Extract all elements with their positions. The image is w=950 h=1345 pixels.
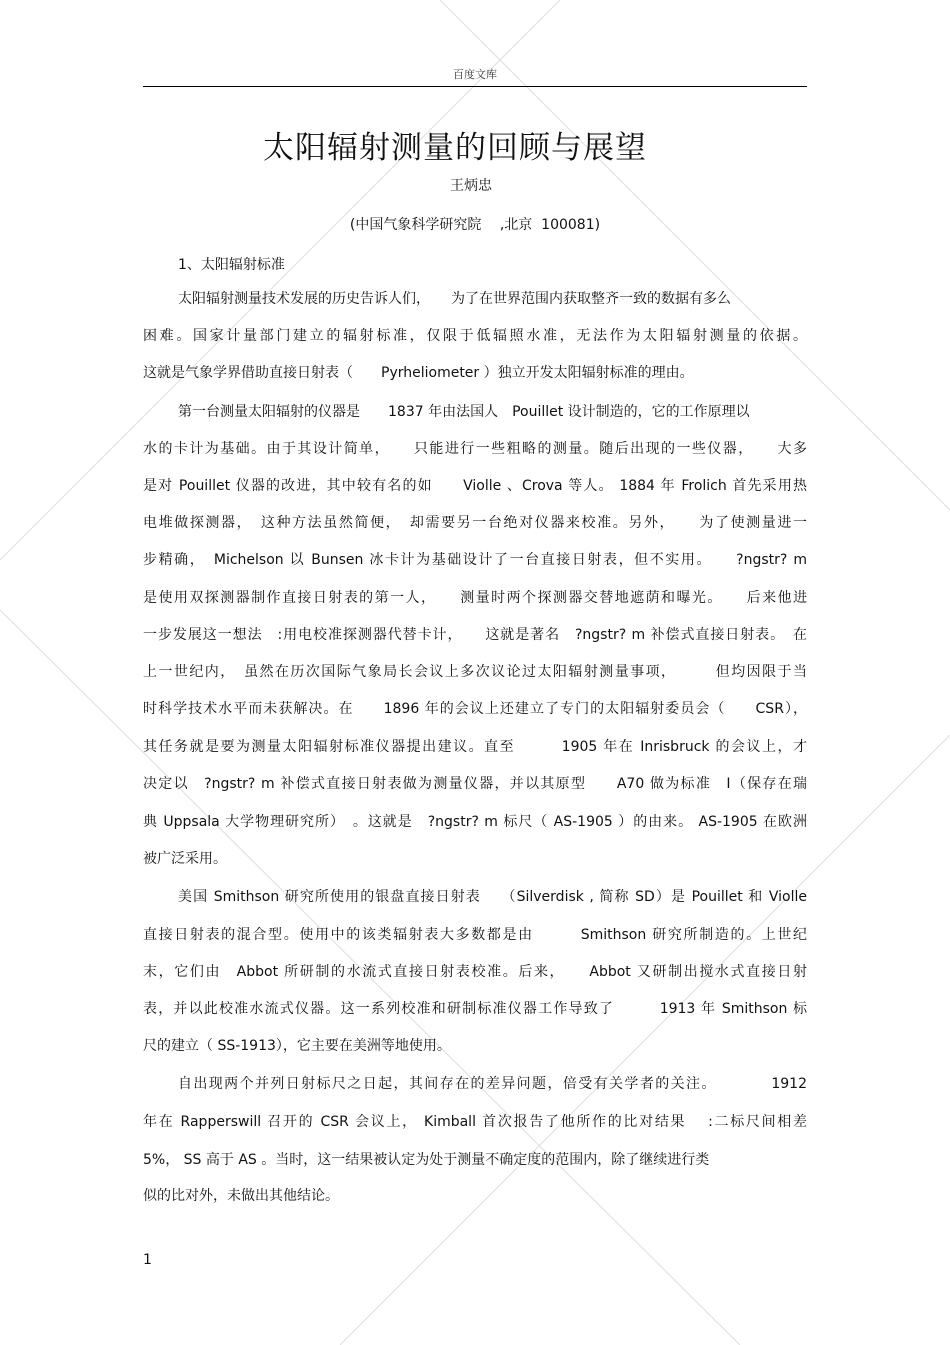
body-line: 步精确， Michelson 以 Bunsen 冰卡计为基础设计了一台直接日射表，但不实用。 ?ngstr? m xyxy=(143,552,807,568)
document-title: 太阳辐射测量的回顾与展望 xyxy=(263,130,647,166)
body-line: 表，并以此校准水流式仪器。这一系列校准和研制标准仪器工作导致了 1913 年 Smithson 标 xyxy=(143,1001,807,1017)
header-divider xyxy=(143,86,807,87)
body-line: 自出现两个并列日射标尺之日起，其间存在的差异问题，倍受有关学者的关注。 1912 xyxy=(178,1076,807,1092)
body-line: 典 Uppsala 大学物理研究所） 。这就是 ?ngstr? m 标尺（ AS-1905 ）的由来。 AS-1905 在欧洲 xyxy=(143,814,807,830)
body-line: 太阳辐射测量技术发展的历史告诉人们， 为了在世界范围内获取整齐一致的数据有多么 xyxy=(178,291,731,307)
document-affiliation: (中国气象科学研究院 ,北京 100081) xyxy=(349,217,601,233)
body-line: 水的卡计为基础。由于其设计简单， 只能进行一些粗略的测量。随后出现的一些仪器， 大多 xyxy=(143,441,807,457)
document-author: 王炳忠 xyxy=(450,178,492,194)
body-line: 5%， SS 高于 AS 。当时，这一结果被认定为处于测量不确定度的范围内，除了继续进行类 xyxy=(143,1152,710,1168)
page-number: 1 xyxy=(143,1252,152,1268)
body-line: 困难。国家计量部门建立的辐射标准，仅限于低辐照水准，无法作为太阳辐射测量的依据。 xyxy=(143,328,807,344)
body-line: 这就是气象学界借助直接日射表（ Pyrheliometer ）独立开发太阳辐射标准的理由。 xyxy=(143,365,694,381)
body-line: 其任务就是要为测量太阳辐射标准仪器提出建议。直至 1905 年在 Inrisbruck 的会议上，才 xyxy=(143,739,807,755)
body-line: 尺的建立（ SS-1913），它主要在美洲等地使用。 xyxy=(143,1038,451,1054)
body-line: 直接日射表的混合型。使用中的该类辐射表大多数都是由 Smithson 研究所制造的。上世纪 xyxy=(143,927,807,943)
body-line: 年在 Rapperswill 召开的 CSR 会议上， Kimball 首次报告了他所作的比对结果 :二标尺间相差 xyxy=(143,1114,807,1130)
body-line: 末，它们由 Abbot 所研制的水流式直接日射表校准。后来， Abbot 又研制出搅水式直接日射 xyxy=(143,964,807,980)
body-line: 上一世纪内， 虽然在历次国际气象局长会议上多次议论过太阳辐射测量事项， 但均因限于当 xyxy=(143,664,807,680)
body-line: 被广泛采用。 xyxy=(143,851,227,867)
body-line: 时科学技术水平而未获解决。在 1896 年的会议上还建立了专门的太阳辐射委员会（ CSR）， xyxy=(143,701,807,717)
body-line: 似的比对外，未做出其他结论。 xyxy=(143,1188,339,1204)
body-line: 一步发展这一想法 :用电校准探测器代替卡计， 这就是著名 ?ngstr? m 补偿式直接日射表。 在 xyxy=(143,627,807,643)
body-line: 是对 Pouillet 仪器的改进，其中较有名的如 Violle 、Crova 等人。 1884 年 Frolich 首先采用热 xyxy=(143,478,807,494)
body-line: 电堆做探测器， 这种方法虽然简便， 却需要另一台绝对仪器来校准。另外， 为了使测量进一 xyxy=(143,515,807,531)
header-site-name: 百度文库 xyxy=(453,68,497,81)
section-heading: 1、太阳辐射标准 xyxy=(178,257,285,273)
body-line: 是使用双探测器制作直接日射表的第一人， 测量时两个探测器交替地遮荫和曝光。 后来他进 xyxy=(143,590,807,606)
body-line: 决定以 ?ngstr? m 补偿式直接日射表做为测量仪器，并以其原型 A70 做为标准 I（保存在瑞 xyxy=(143,776,807,792)
body-line: 美国 Smithson 研究所使用的银盘直接日射表 （Silverdisk , 简称 SD）是 Pouillet 和 Violle xyxy=(178,889,807,905)
body-line: 第一台测量太阳辐射的仪器是 1837 年由法国人 Pouillet 设计制造的，它的工作原理以 xyxy=(178,404,750,420)
